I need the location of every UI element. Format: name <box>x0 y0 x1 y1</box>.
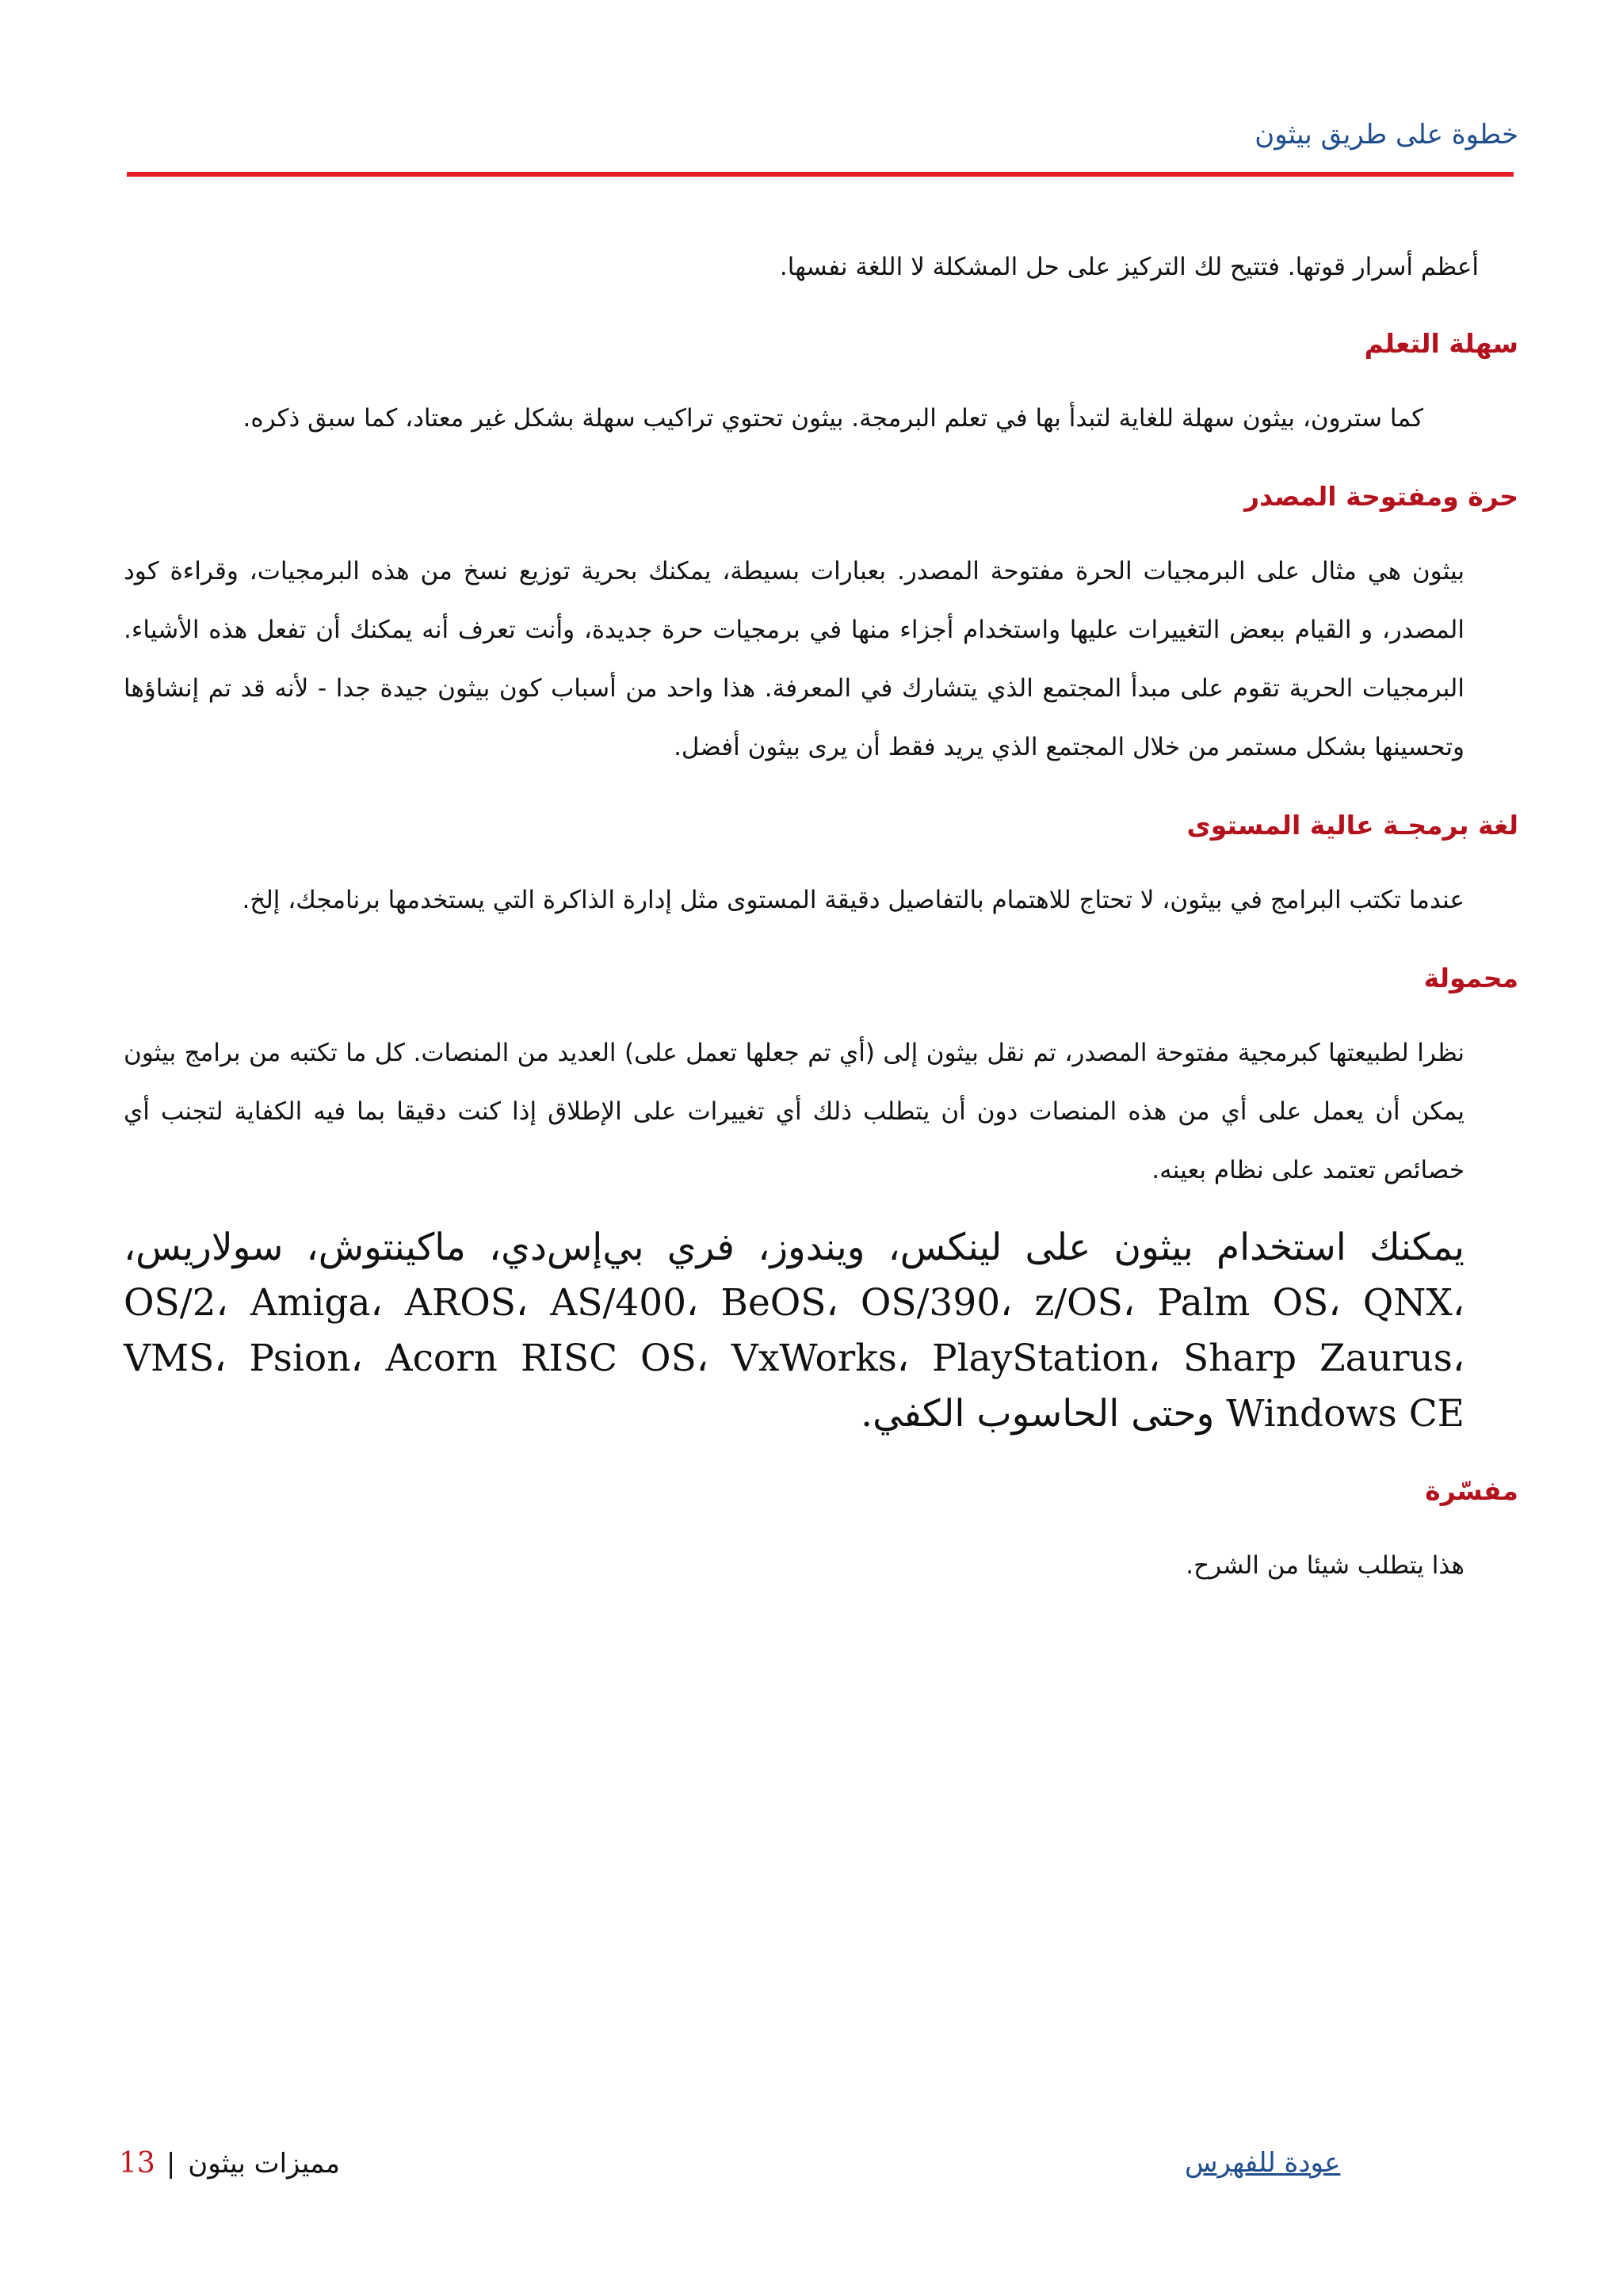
intro-paragraph: أعظم أسرار قوتها. فتتيح لك التركيز على حل المشكلة لا اللغة نفسها. <box>779 253 1479 281</box>
footer-separator: | <box>166 2148 176 2180</box>
paragraph-free-open-source: بيثون هي مثال على البرمجيات الحرة مفتوحة المصدر. بعبارات بسيطة، يمكنك بحرية توزيع نسخ من هذه البرمجيات، وقراءة كود المصدر، و القيام ببعض التغييرات عليها واستخدام أجزاء منها في برمجيات حرة جديدة، وأنت تعرف أنه يمكنك أن تفعل هذه الأشياء. البرمجيات الحرية تقوم على مبدأ المجتمع الذي يتشارك في المعرفة. هذا واحد من أسباب كون بيثون جيدة جدا - لأنه قد تم إنشاؤها وتحسينها بشكل مستمر من خلال المجتمع الذي يريد فقط أن يرى بيثون أفضل. <box>124 557 1465 761</box>
page-content <box>124 238 1518 1628</box>
paragraph-interpreted: هذا يتطلب شيئا من الشرح. <box>1186 1551 1465 1580</box>
section-portable <box>124 1024 1518 1442</box>
section-high-level-language <box>124 871 1518 929</box>
section-free-open-source <box>124 542 1518 776</box>
page-footer <box>0 2147 1623 2195</box>
heading-free-open-source: حرة ومفتوحة المصدر <box>1244 481 1518 512</box>
heading-interpreted: مفسّرة <box>1425 1475 1518 1506</box>
heading-easy-to-learn: سهلة التعلم <box>1364 328 1518 359</box>
paragraph-platforms: يمكنك استخدام بيثون على لينكس، ويندوز، فري بي‌إس‌دي، ماكينتوش، سولاريس، OS/2، Amiga، AROS، AS/400، BeOS، OS/390، z/OS، Palm OS، QNX، VMS، Psion، Acorn RISC OS، VxWorks، PlayStation، Sharp Zaurus، Windows CE وحتى الحاسوب الكفي. <box>124 1226 1465 1436</box>
footer-section-info <box>119 2147 340 2180</box>
heading-portable: محمولة <box>1423 963 1518 994</box>
header-title: خطوة على طريق بيثون <box>1254 119 1518 151</box>
header-rule <box>127 172 1514 177</box>
section-easy-to-learn <box>124 389 1518 448</box>
paragraph-high-level-language: عندما تكتب البرامج في بيثون، لا تحتاج للاهتمام بالتفاصيل دقيقة المستوى مثل إدارة الذاكرة التي يستخدمها برنامجك، إلخ. <box>242 886 1465 914</box>
back-to-index-link[interactable]: عودة للفهرس <box>1185 2147 1341 2179</box>
paragraph-portable: نظرا لطبيعتها كبرمجية مفتوحة المصدر، تم نقل بيثون إلى (أي تم جعلها تعمل على) العديد من المنصات. كل ما تكتبه من برامج بيثون يمكن أن يعمل على أي من هذه المنصات دون أن يتطلب ذلك أي تغييرات على الإطلاق إذا كنت دقيقا بما فيه الكفاية لتجنب أي خصائص تعتمد على نظام بعينه. <box>124 1039 1465 1184</box>
page-number: 13 <box>119 2147 155 2180</box>
paragraph-easy-to-learn: كما سترون، بيثون سهلة للغاية لتبدأ بها في تعلم البرمجة. بيثون تحتوي تراكيب سهلة بشكل غير معتاد، كما سبق ذكره. <box>242 404 1423 433</box>
section-interpreted <box>124 1536 1518 1595</box>
footer-section-title: مميزات بيثون <box>188 2148 340 2180</box>
heading-high-level-language: لغة برمجـة عالية المستوى <box>1186 810 1518 841</box>
